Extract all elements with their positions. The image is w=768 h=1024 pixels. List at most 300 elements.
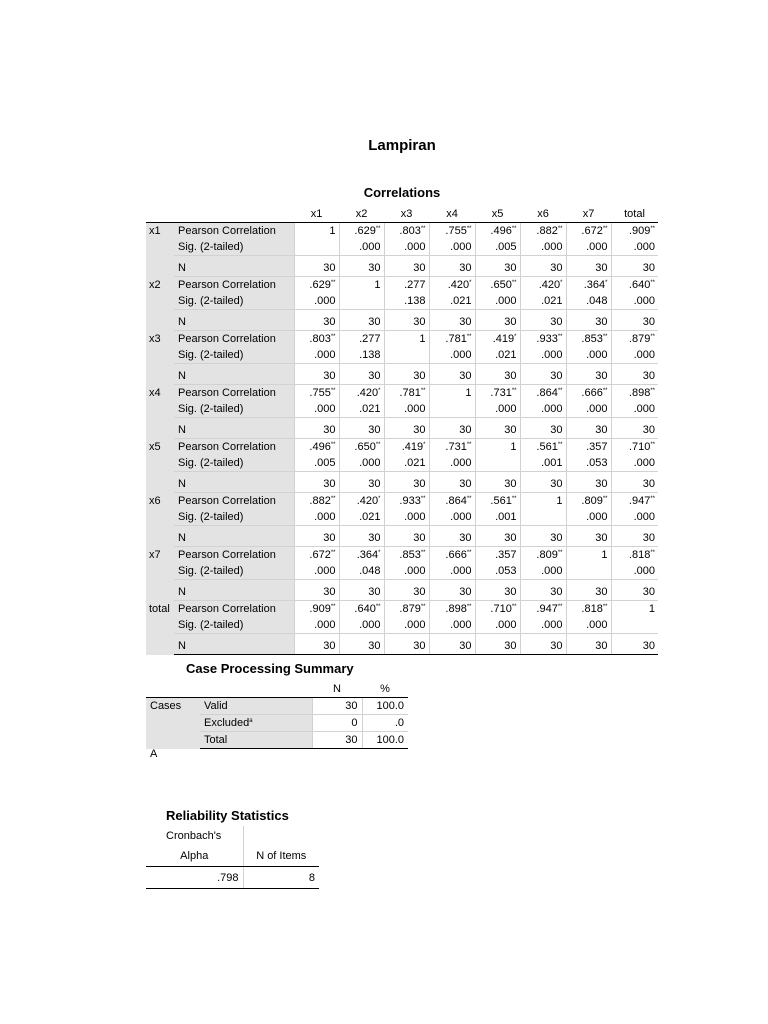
stat-label: Sig. (2-tailed) bbox=[174, 293, 294, 310]
significance-marker: ** bbox=[466, 334, 472, 340]
pearson-cell bbox=[339, 331, 384, 348]
pearson-cell bbox=[384, 439, 429, 456]
significance-marker: ** bbox=[420, 496, 426, 502]
significance-marker: * bbox=[378, 496, 381, 502]
n-cell: 30 bbox=[566, 584, 611, 601]
significance-marker: ** bbox=[557, 334, 563, 340]
sig-cell: .000 bbox=[339, 239, 384, 256]
sig-cell: .048 bbox=[566, 293, 611, 310]
pearson-cell bbox=[566, 385, 611, 402]
col-header-n: N bbox=[312, 681, 362, 698]
pearson-cell bbox=[520, 223, 566, 240]
cell-value: .755 bbox=[309, 387, 331, 399]
pearson-cell bbox=[339, 385, 384, 402]
significance-marker: ** bbox=[511, 388, 517, 394]
stat-label: Sig. (2-tailed) bbox=[174, 509, 294, 526]
pearson-cell bbox=[611, 439, 658, 456]
pearson-cell bbox=[384, 547, 429, 564]
significance-marker: * bbox=[378, 550, 381, 556]
cell-value: 1 bbox=[648, 603, 655, 615]
pearson-cell bbox=[520, 493, 566, 510]
n-cell: 30 bbox=[520, 530, 566, 547]
pearson-cell bbox=[475, 385, 520, 402]
cell-value: 1 bbox=[419, 333, 426, 345]
cell-value: .650 bbox=[354, 441, 376, 453]
n-cell: 30 bbox=[520, 584, 566, 601]
pearson-cell bbox=[566, 601, 611, 618]
row-total-sig bbox=[146, 617, 658, 634]
reliability-title: Reliability Statistics bbox=[166, 808, 289, 823]
significance-marker: ** bbox=[466, 442, 472, 448]
case-n: 30 bbox=[312, 698, 362, 715]
pearson-cell bbox=[294, 493, 339, 510]
cell-value: .629 bbox=[309, 279, 331, 291]
n-cell: 30 bbox=[642, 262, 655, 274]
sig-cell: .000 bbox=[475, 293, 520, 310]
sig-cell: .053 bbox=[475, 563, 520, 580]
sig-cell: .000 bbox=[294, 509, 339, 526]
row-x3-n bbox=[146, 368, 658, 385]
sig-cell: .000 bbox=[611, 239, 658, 256]
case-pct: .0 bbox=[362, 715, 408, 732]
cell-value: .731 bbox=[490, 387, 512, 399]
cell-value: .640 bbox=[354, 603, 376, 615]
significance-marker: * bbox=[378, 388, 381, 394]
n-items-value: 8 bbox=[243, 867, 319, 889]
cell-value: .420 bbox=[538, 279, 561, 291]
cell-value: 1 bbox=[556, 495, 563, 507]
significance-marker: ** bbox=[511, 496, 517, 502]
sig-cell: .000 bbox=[611, 401, 658, 418]
pearson-cell bbox=[611, 493, 658, 510]
sig-cell: .021 bbox=[384, 455, 429, 472]
significance-marker: ** bbox=[466, 604, 472, 610]
row-x4-pearson bbox=[146, 385, 658, 402]
sig-cell: .000 bbox=[566, 401, 611, 418]
pearson-cell bbox=[566, 223, 611, 240]
sig-cell: .021 bbox=[339, 401, 384, 418]
row-x5-n bbox=[146, 476, 658, 493]
cell-value: .419 bbox=[401, 441, 424, 453]
sig-cell: .000 bbox=[339, 455, 384, 472]
stat-label: Pearson Correlation bbox=[174, 223, 294, 240]
sig-cell: .000 bbox=[429, 509, 475, 526]
stat-label: N bbox=[174, 476, 294, 493]
n-cell: 30 bbox=[475, 314, 520, 331]
sig-cell: .000 bbox=[294, 347, 339, 364]
cell-value: .357 bbox=[495, 549, 517, 561]
n-cell: 30 bbox=[566, 314, 611, 331]
sig-cell: .005 bbox=[475, 239, 520, 256]
sig-cell: .000 bbox=[384, 239, 429, 256]
significance-marker: * bbox=[560, 280, 563, 286]
n-cell: 30 bbox=[339, 422, 384, 439]
sig-cell bbox=[475, 455, 520, 472]
n-cell: 30 bbox=[520, 476, 566, 493]
pearson-cell bbox=[520, 547, 566, 564]
stat-label: N bbox=[174, 422, 294, 439]
sig-cell: .005 bbox=[294, 455, 339, 472]
cell-value: .803 bbox=[309, 333, 331, 345]
pearson-cell bbox=[384, 601, 429, 618]
n-cell: 30 bbox=[384, 584, 429, 601]
cell-value: .879 bbox=[628, 333, 651, 345]
significance-marker: ** bbox=[420, 604, 426, 610]
alpha-value: .798 bbox=[146, 867, 243, 889]
row-var-label: x1 bbox=[146, 223, 174, 277]
n-cell: 30 bbox=[384, 530, 429, 547]
cell-value: .496 bbox=[490, 225, 512, 237]
n-cell: 30 bbox=[475, 530, 520, 547]
sig-cell bbox=[294, 239, 339, 256]
n-cell: 30 bbox=[384, 476, 429, 493]
n-cell: 30 bbox=[566, 638, 611, 655]
pearson-cell bbox=[520, 277, 566, 294]
pearson-cell bbox=[611, 601, 658, 618]
cell-value: .364 bbox=[583, 279, 606, 291]
row-x4-n bbox=[146, 422, 658, 439]
cell-value: .650 bbox=[490, 279, 512, 291]
row-x4-sig bbox=[146, 401, 658, 418]
sig-cell: .000 bbox=[429, 455, 475, 472]
sig-cell: .000 bbox=[520, 239, 566, 256]
pearson-cell bbox=[339, 493, 384, 510]
significance-marker: ** bbox=[330, 388, 336, 394]
sig-cell: .000 bbox=[475, 401, 520, 418]
n-cell: 30 bbox=[384, 260, 429, 277]
row-var-label: x6 bbox=[146, 493, 174, 547]
sig-cell: .001 bbox=[475, 509, 520, 526]
significance-marker: ** bbox=[420, 550, 426, 556]
row-x6-n bbox=[146, 530, 658, 547]
col-header-n-items: N of Items bbox=[243, 846, 319, 867]
case-processing-header-row bbox=[146, 681, 408, 698]
row-x7-pearson bbox=[146, 547, 658, 564]
significance-marker: ** bbox=[602, 496, 608, 502]
pearson-cell bbox=[566, 277, 611, 294]
sig-cell: .000 bbox=[384, 509, 429, 526]
significance-marker: ** bbox=[466, 496, 472, 502]
case-processing-table bbox=[146, 681, 408, 749]
significance-marker: * bbox=[423, 442, 426, 448]
sig-cell: .000 bbox=[520, 617, 566, 634]
n-cell: 30 bbox=[429, 476, 475, 493]
page-title: Lampiran bbox=[368, 137, 436, 154]
footnote-marker: a bbox=[249, 718, 253, 724]
cell-value: .364 bbox=[356, 549, 379, 561]
cell-value: .710 bbox=[628, 441, 651, 453]
cell-value: .640 bbox=[628, 279, 651, 291]
significance-marker: ** bbox=[557, 388, 563, 394]
sig-cell: .000 bbox=[384, 563, 429, 580]
pearson-cell bbox=[339, 439, 384, 456]
significance-marker: ** bbox=[650, 388, 655, 394]
significance-marker: ** bbox=[330, 280, 336, 286]
stat-label: Pearson Correlation bbox=[174, 385, 294, 402]
cell-value: .496 bbox=[309, 441, 331, 453]
pearson-cell bbox=[520, 331, 566, 348]
significance-marker: ** bbox=[557, 226, 563, 232]
n-cell: 30 bbox=[642, 424, 655, 436]
significance-marker: ** bbox=[650, 334, 655, 340]
row-var-label: x3 bbox=[146, 331, 174, 385]
pearson-cell bbox=[384, 493, 429, 510]
header-blank bbox=[243, 826, 319, 846]
row-x2-pearson bbox=[146, 277, 658, 294]
pearson-cell bbox=[294, 601, 339, 618]
stat-label: N bbox=[174, 638, 294, 655]
pearson-cell bbox=[475, 223, 520, 240]
cell-value: .357 bbox=[586, 441, 608, 453]
col-header-x5: x5 bbox=[475, 205, 520, 223]
significance-marker: ** bbox=[557, 442, 563, 448]
case-pct: 100.0 bbox=[362, 698, 408, 715]
row-x5-sig bbox=[146, 455, 658, 472]
sig-cell: .001 bbox=[520, 455, 566, 472]
pearson-cell bbox=[429, 331, 475, 348]
cell-value: .731 bbox=[445, 441, 467, 453]
sig-cell bbox=[384, 347, 429, 364]
cell-value: 1 bbox=[329, 225, 336, 237]
correlations-title: Correlations bbox=[363, 185, 441, 200]
significance-marker: ** bbox=[375, 604, 381, 610]
significance-marker: ** bbox=[650, 496, 655, 502]
n-cell: 30 bbox=[429, 638, 475, 655]
stat-label: Sig. (2-tailed) bbox=[174, 401, 294, 418]
sig-cell: .138 bbox=[384, 293, 429, 310]
cell-value: .818 bbox=[581, 603, 603, 615]
cell-value: 1 bbox=[510, 441, 517, 453]
cell-value: .809 bbox=[536, 549, 558, 561]
pearson-cell bbox=[475, 277, 520, 294]
sig-cell: .000 bbox=[611, 509, 658, 526]
case-label: Valid bbox=[200, 698, 312, 715]
significance-marker: ** bbox=[330, 442, 336, 448]
sig-cell: .000 bbox=[566, 347, 611, 364]
pearson-cell bbox=[339, 223, 384, 240]
sig-cell: .000 bbox=[566, 509, 611, 526]
pearson-cell bbox=[475, 601, 520, 618]
cell-value: .781 bbox=[399, 387, 421, 399]
cell-value: .629 bbox=[354, 225, 376, 237]
pearson-cell bbox=[566, 493, 611, 510]
pearson-cell bbox=[611, 277, 658, 294]
stat-label: N bbox=[174, 530, 294, 547]
cell-value: .879 bbox=[399, 603, 421, 615]
n-cell: 30 bbox=[475, 368, 520, 385]
row-x1-n bbox=[146, 260, 658, 277]
significance-marker: ** bbox=[650, 550, 655, 556]
col-header-cronbach: Cronbach's bbox=[146, 826, 243, 846]
pearson-cell bbox=[429, 385, 475, 402]
significance-marker: ** bbox=[330, 604, 336, 610]
cell-value: .561 bbox=[536, 441, 558, 453]
cell-value: .420 bbox=[356, 495, 379, 507]
col-header-x6: x6 bbox=[520, 205, 566, 223]
sig-cell: .000 bbox=[475, 617, 520, 634]
sig-cell: .000 bbox=[429, 239, 475, 256]
n-cell: 30 bbox=[384, 638, 429, 655]
col-header-x4: x4 bbox=[429, 205, 475, 223]
significance-marker: * bbox=[605, 280, 608, 286]
n-cell: 30 bbox=[294, 584, 339, 601]
cell-value: .882 bbox=[309, 495, 331, 507]
cell-value: .864 bbox=[536, 387, 558, 399]
n-cell: 30 bbox=[339, 314, 384, 331]
cell-value: .277 bbox=[359, 333, 381, 345]
significance-marker: ** bbox=[330, 496, 336, 502]
n-cell: 30 bbox=[429, 584, 475, 601]
cell-value: .277 bbox=[404, 279, 426, 291]
n-cell: 30 bbox=[475, 476, 520, 493]
n-cell: 30 bbox=[384, 422, 429, 439]
n-cell: 30 bbox=[294, 530, 339, 547]
n-cell: 30 bbox=[520, 422, 566, 439]
row-x3-pearson bbox=[146, 331, 658, 348]
row-x2-n bbox=[146, 314, 658, 331]
significance-marker: ** bbox=[375, 226, 381, 232]
significance-marker: ** bbox=[511, 226, 517, 232]
case-n: 30 bbox=[312, 732, 362, 749]
col-header-x2: x2 bbox=[339, 205, 384, 223]
significance-marker: ** bbox=[511, 604, 517, 610]
header-blank bbox=[146, 681, 200, 698]
cell-value: .420 bbox=[447, 279, 470, 291]
significance-marker: * bbox=[469, 280, 472, 286]
n-cell: 30 bbox=[475, 422, 520, 439]
sig-cell: .000 bbox=[611, 347, 658, 364]
cell-value: .853 bbox=[581, 333, 603, 345]
header-blank bbox=[146, 205, 174, 223]
pearson-cell bbox=[475, 493, 520, 510]
row-total-pearson bbox=[146, 601, 658, 618]
sig-cell: .021 bbox=[520, 293, 566, 310]
stat-label: Sig. (2-tailed) bbox=[174, 617, 294, 634]
significance-marker: ** bbox=[466, 226, 472, 232]
n-cell: 30 bbox=[566, 530, 611, 547]
significance-marker: ** bbox=[557, 604, 563, 610]
n-cell: 30 bbox=[566, 476, 611, 493]
n-cell: 30 bbox=[520, 314, 566, 331]
pearson-cell bbox=[384, 331, 429, 348]
significance-marker: ** bbox=[602, 388, 608, 394]
cell-value: 1 bbox=[374, 279, 381, 291]
header-blank bbox=[174, 205, 294, 223]
row-x2-sig bbox=[146, 293, 658, 310]
sig-cell bbox=[520, 509, 566, 526]
col-header-x3: x3 bbox=[384, 205, 429, 223]
case-pct: 100.0 bbox=[362, 732, 408, 749]
significance-marker: ** bbox=[602, 334, 608, 340]
cell-value: .755 bbox=[445, 225, 467, 237]
cell-value: .672 bbox=[581, 225, 603, 237]
pearson-cell bbox=[339, 601, 384, 618]
cell-value: .947 bbox=[536, 603, 558, 615]
n-cell: 30 bbox=[339, 584, 384, 601]
sig-cell: .000 bbox=[384, 401, 429, 418]
sig-cell bbox=[611, 617, 658, 634]
significance-marker: ** bbox=[602, 604, 608, 610]
pearson-cell bbox=[611, 547, 658, 564]
n-cell: 30 bbox=[429, 530, 475, 547]
stat-label: N bbox=[174, 260, 294, 277]
sig-cell: .000 bbox=[520, 347, 566, 364]
cell-value: .898 bbox=[628, 387, 651, 399]
pearson-cell bbox=[475, 547, 520, 564]
sig-cell: .000 bbox=[611, 293, 658, 310]
pearson-cell bbox=[339, 277, 384, 294]
reliability-header-row-2 bbox=[146, 846, 319, 867]
significance-marker: ** bbox=[602, 226, 608, 232]
n-cell: 30 bbox=[475, 260, 520, 277]
n-cell: 30 bbox=[294, 314, 339, 331]
sig-cell: .048 bbox=[339, 563, 384, 580]
sig-cell: .000 bbox=[294, 401, 339, 418]
stat-label: Pearson Correlation bbox=[174, 493, 294, 510]
row-x7-sig bbox=[146, 563, 658, 580]
sig-cell: .000 bbox=[611, 455, 658, 472]
pearson-cell bbox=[429, 439, 475, 456]
stat-label: N bbox=[174, 314, 294, 331]
stat-label: Sig. (2-tailed) bbox=[174, 455, 294, 472]
row-var-label: x5 bbox=[146, 439, 174, 493]
pearson-cell bbox=[566, 547, 611, 564]
pearson-cell bbox=[294, 277, 339, 294]
n-cell: 30 bbox=[339, 530, 384, 547]
n-cell: 30 bbox=[339, 260, 384, 277]
cell-value: .853 bbox=[399, 549, 421, 561]
reliability-table bbox=[146, 826, 319, 889]
pearson-cell bbox=[520, 601, 566, 618]
n-cell: 30 bbox=[339, 368, 384, 385]
cell-value: .933 bbox=[399, 495, 421, 507]
case-label: Total bbox=[200, 732, 312, 749]
sig-cell: .000 bbox=[429, 347, 475, 364]
stat-label: Sig. (2-tailed) bbox=[174, 239, 294, 256]
significance-marker: ** bbox=[330, 334, 336, 340]
cell-value: .420 bbox=[356, 387, 379, 399]
n-cell: 30 bbox=[642, 532, 655, 544]
pearson-cell bbox=[429, 223, 475, 240]
pearson-cell bbox=[611, 331, 658, 348]
row-x7-n bbox=[146, 584, 658, 601]
cell-value: .781 bbox=[445, 333, 467, 345]
significance-marker: ** bbox=[650, 280, 655, 286]
significance-marker: ** bbox=[511, 280, 517, 286]
pearson-cell bbox=[384, 277, 429, 294]
sig-cell: .000 bbox=[339, 617, 384, 634]
row-x1-sig bbox=[146, 239, 658, 256]
n-cell: 30 bbox=[384, 368, 429, 385]
col-header-alpha: Alpha bbox=[146, 846, 243, 867]
sig-cell: .000 bbox=[294, 293, 339, 310]
stat-label: Pearson Correlation bbox=[174, 277, 294, 294]
significance-marker: ** bbox=[420, 388, 426, 394]
pearson-cell bbox=[475, 331, 520, 348]
cell-value: .933 bbox=[536, 333, 558, 345]
row-x6-sig bbox=[146, 509, 658, 526]
pearson-cell bbox=[294, 331, 339, 348]
n-cell: 30 bbox=[294, 260, 339, 277]
n-cell: 30 bbox=[429, 314, 475, 331]
sig-cell: .021 bbox=[475, 347, 520, 364]
row-var-label: total bbox=[146, 601, 174, 655]
col-header-x1: x1 bbox=[294, 205, 339, 223]
row-var-label: x7 bbox=[146, 547, 174, 601]
pearson-cell bbox=[566, 439, 611, 456]
case-n: 0 bbox=[312, 715, 362, 732]
col-header-x7: x7 bbox=[566, 205, 611, 223]
